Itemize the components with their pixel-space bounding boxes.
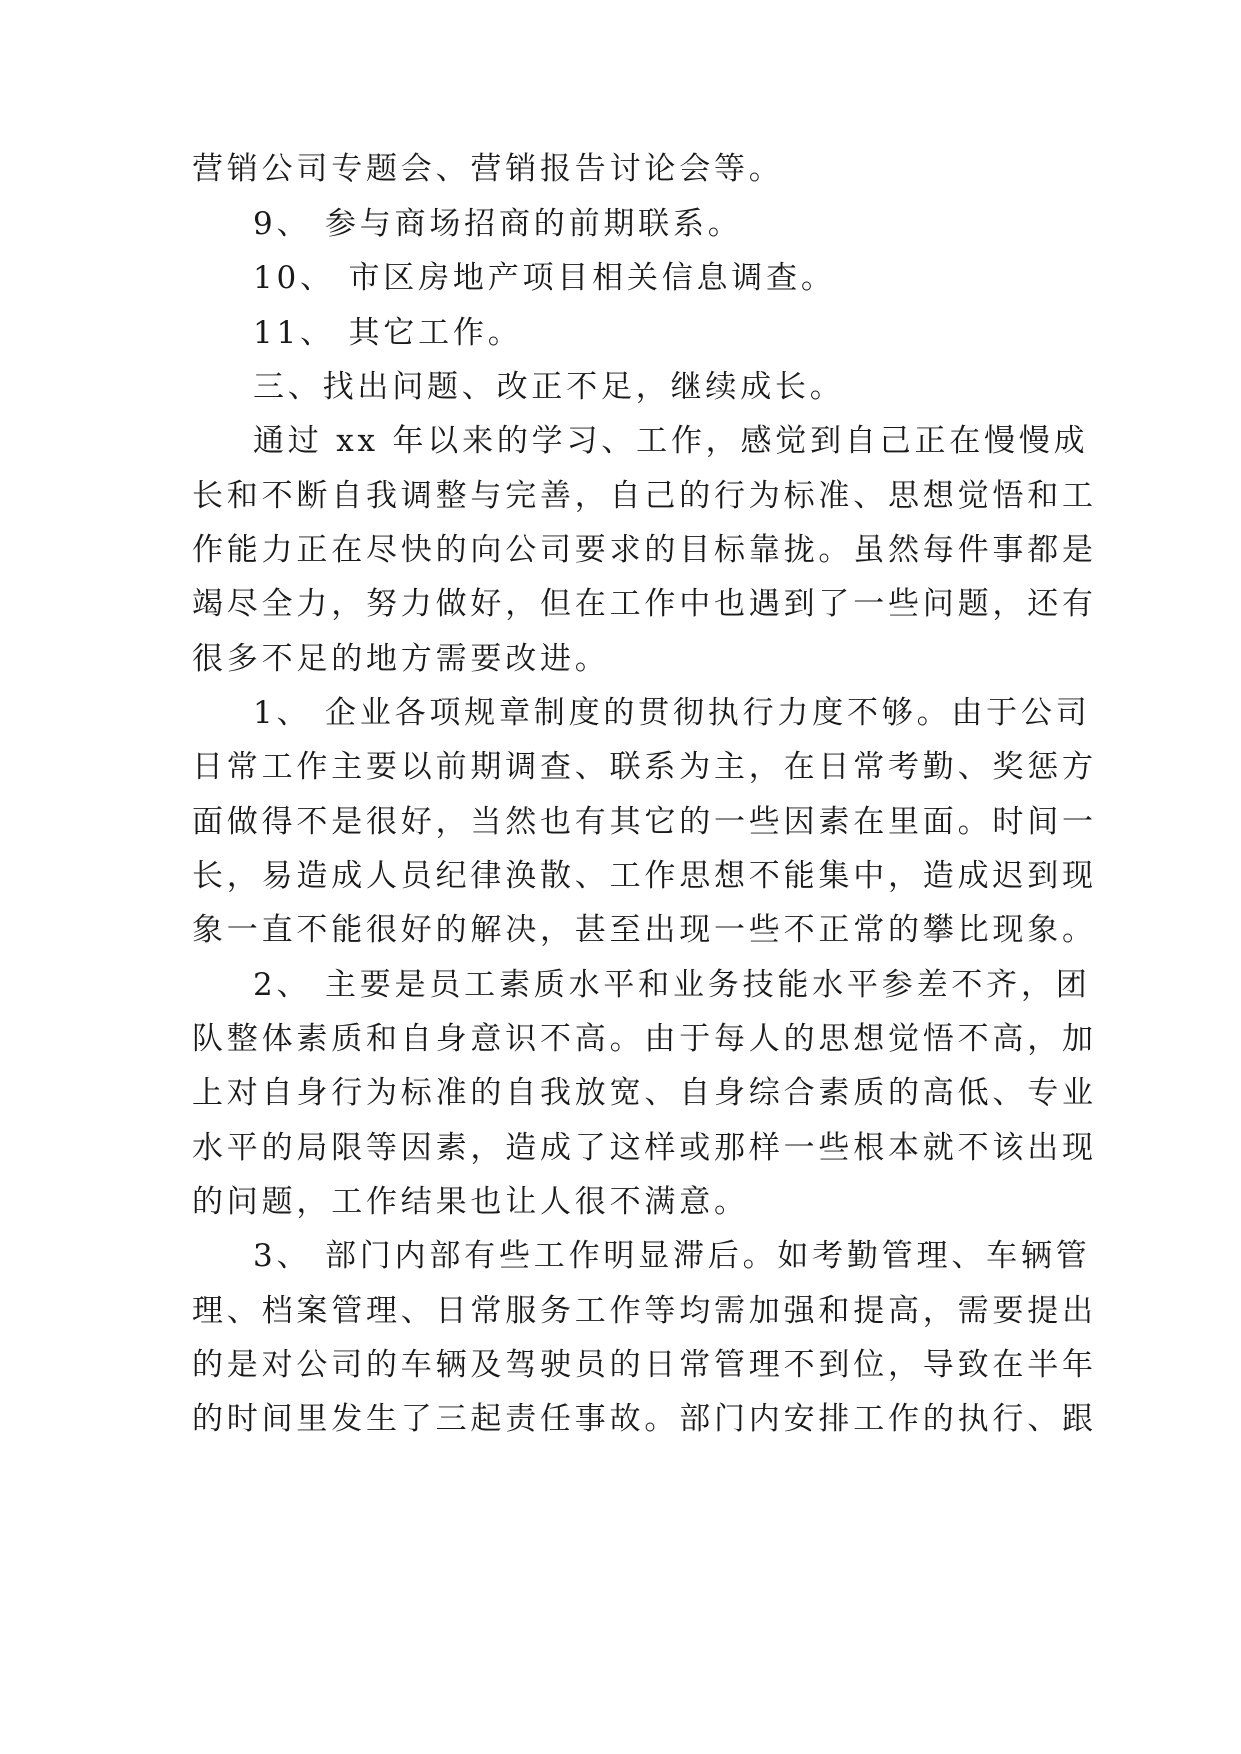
text-line: 长和不断自我调整与完善，自己的行为标准、思想觉悟和工 <box>192 478 1097 514</box>
text-line: 作能力正在尽快的向公司要求的目标靠拢。虽然每件事都是 <box>192 532 1097 568</box>
text-line: 上对自身行为标准的自我放宽、自身综合素质的高低、专业 <box>192 1075 1097 1111</box>
list-item-11: 11、 其它工作。 <box>253 315 523 351</box>
text-line: 日常工作主要以前期调查、联系为主，在日常考勤、奖惩方 <box>192 749 1097 785</box>
section-heading: 三、找出问题、改正不足，继续成长。 <box>253 369 845 405</box>
text-line: 3、 部门内部有些工作明显滞后。如考勤管理、车辆管 <box>253 1238 1091 1274</box>
text-line: 水平的局限等因素，造成了这样或那样一些根本就不该出现 <box>192 1130 1097 1166</box>
text-line: 营销公司专题会、营销报告讨论会等。 <box>192 151 784 187</box>
text-line: 象一直不能很好的解决，甚至出现一些不正常的攀比现象。 <box>192 912 1097 948</box>
text-line: 的是对公司的车辆及驾驶员的日常管理不到位，导致在半年 <box>192 1347 1097 1383</box>
text-line: 2、 主要是员工素质水平和业务技能水平参差不齐，团 <box>253 967 1091 1003</box>
text-line: 面做得不是很好，当然也有其它的一些因素在里面。时间一 <box>192 804 1097 840</box>
text-line: 长，易造成人员纪律涣散、工作思想不能集中，造成迟到现 <box>192 858 1097 894</box>
list-item-10: 10、 市区房地产项目相关信息调查。 <box>253 260 836 296</box>
text-line: 理、档案管理、日常服务工作等均需加强和提高，需要提出 <box>192 1293 1097 1329</box>
text-line: 队整体素质和自身意识不高。由于每人的思想觉悟不高，加 <box>192 1021 1097 1057</box>
text-line: 的时间里发生了三起责任事故。部门内安排工作的执行、跟 <box>192 1401 1097 1437</box>
list-item-9: 9、 参与商场招商的前期联系。 <box>253 206 743 242</box>
text-line: 通过 xx 年以来的学习、工作，感觉到自己正在慢慢成 <box>253 423 1089 459</box>
text-line: 的问题，工作结果也让人很不满意。 <box>192 1184 749 1220</box>
text-line: 1、 企业各项规章制度的贯彻执行力度不够。由于公司 <box>253 695 1091 731</box>
text-line: 竭尽全力，努力做好，但在工作中也遇到了一些问题，还有 <box>192 586 1097 622</box>
text-line: 很多不足的地方需要改进。 <box>192 641 610 677</box>
